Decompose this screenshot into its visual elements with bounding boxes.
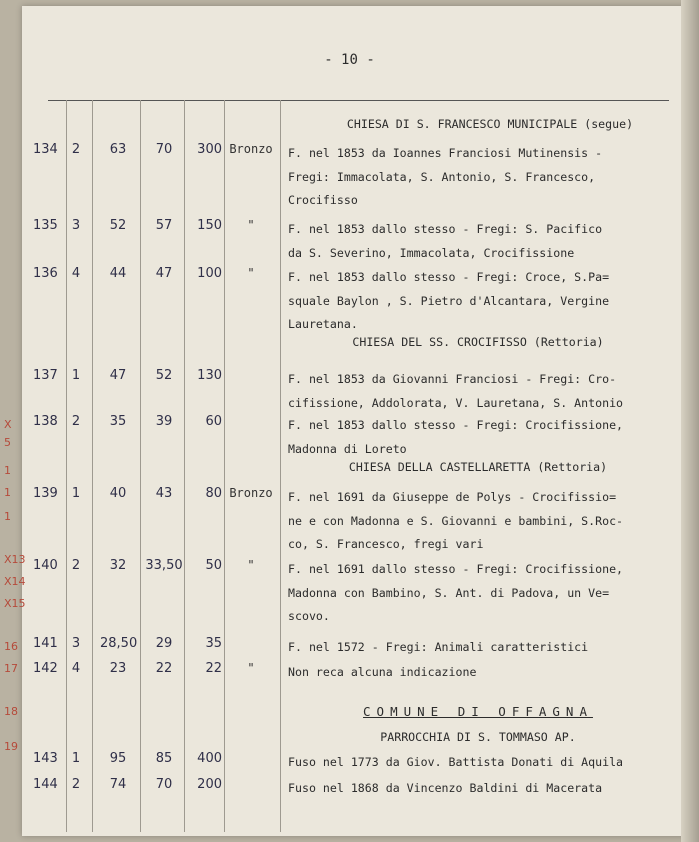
entry-dimension-a: 40	[109, 486, 127, 501]
entry-weight: 200	[197, 777, 222, 792]
entry-dimension-a: 95	[109, 751, 127, 766]
entry-description: Non reca alcuna indicazione	[288, 665, 477, 679]
entry-dimension-b: 70	[155, 777, 173, 792]
column-divider	[66, 100, 67, 832]
entry-order: 1	[71, 751, 81, 766]
column-divider	[224, 100, 225, 832]
entry-description: F. nel 1572 - Fregi: Animali caratteristici	[288, 640, 589, 654]
table-row	[0, 414, 699, 456]
comune-heading: COMUNE DI OFFAGNA	[363, 704, 593, 719]
margin-annotation: 1	[4, 464, 11, 477]
entry-weight: 130	[197, 368, 222, 383]
entry-weight: 80	[205, 486, 222, 501]
entry-weight: 100	[197, 266, 222, 281]
entry-order: 1	[71, 486, 81, 501]
entry-description: F. nel 1853 da Ioannes Franciosi Mutinensis - Fregi: Immacolata, S. Antonio, S. Francesco, Crocifisso	[288, 146, 603, 207]
table-row	[0, 777, 699, 799]
entry-order: 2	[71, 558, 81, 573]
entry-dimension-a: 52	[109, 218, 127, 233]
entry-description: F. nel 1853 dallo stesso - Fregi: Crocifissione, Madonna di Loreto	[288, 418, 624, 456]
column-divider	[184, 100, 185, 832]
entry-dimension-a: 47	[109, 368, 127, 383]
entry-dimension-a: 44	[109, 266, 127, 281]
entry-number: 141	[33, 636, 58, 651]
entry-number: 140	[33, 558, 58, 573]
entry-order: 4	[71, 661, 81, 676]
entry-description: F. nel 1853 da Giovanni Franciosi - Fregi: Cro- cifissione, Addolorata, V. Lauretana, S. Antonio	[288, 372, 624, 410]
entry-description: F. nel 1853 dallo stesso - Fregi: Croce, S.Pa= squale Baylon , S. Pietro d'Alcantara, Vergine Lauretana.	[288, 270, 610, 331]
margin-annotation: 19	[4, 740, 18, 753]
entry-dimension-a: 32	[109, 558, 127, 573]
entry-weight: 35	[205, 636, 222, 651]
entry-weight: 400	[197, 751, 222, 766]
margin-annotation: X	[4, 418, 12, 431]
header-rule	[48, 100, 669, 101]
entry-dimension-b: 39	[155, 414, 173, 429]
table-row	[0, 486, 699, 551]
entry-material: "	[247, 661, 255, 675]
margin-annotation: X14	[4, 575, 26, 588]
entry-description: Fuso nel 1773 da Giov. Battista Donati di Aquila	[288, 755, 624, 769]
entry-material: Bronzo	[229, 142, 273, 156]
entry-description: F. nel 1691 da Giuseppe de Polys - Crocifissio= ne e con Madonna e S. Giovanni e bambini, S.Roc- co, S. Francesco, fregi vari	[288, 490, 624, 551]
entry-dimension-a: 28,50	[100, 636, 138, 651]
entry-order: 3	[71, 218, 81, 233]
section-heading: PARROCCHIA DI S. TOMMASO AP.	[380, 730, 576, 744]
margin-annotation: 1	[4, 510, 11, 523]
entry-description: Fuso nel 1868 da Vincenzo Baldini di Macerata	[288, 781, 603, 795]
table-row	[0, 636, 699, 658]
section-heading: CHIESA DELLA CASTELLARETTA (Rettoria)	[348, 460, 608, 474]
entry-dimension-a: 35	[109, 414, 127, 429]
column-divider	[280, 100, 281, 832]
entry-dimension-b: 85	[155, 751, 173, 766]
table-row	[0, 218, 699, 260]
section-heading: CHIESA DI S. FRANCESCO MUNICIPALE (segue)	[346, 117, 634, 131]
table-row	[0, 142, 699, 207]
table-row	[0, 368, 699, 410]
entry-number: 134	[33, 142, 58, 157]
margin-annotation: X13	[4, 553, 26, 566]
entry-description: F. nel 1691 dallo stesso - Fregi: Crocifissione, Madonna con Bambino, S. Ant. di Padova, un Ve= scovo.	[288, 562, 624, 623]
entry-order: 2	[71, 777, 81, 792]
entry-dimension-b: 22	[155, 661, 173, 676]
entry-number: 137	[33, 368, 58, 383]
margin-annotation: 16	[4, 640, 18, 653]
table-row	[0, 751, 699, 773]
margin-annotation: 18	[4, 705, 18, 718]
entry-weight: 60	[205, 414, 222, 429]
entry-order: 1	[71, 368, 81, 383]
entry-dimension-a: 63	[109, 142, 127, 157]
entry-number: 136	[33, 266, 58, 281]
margin-annotation: 1	[4, 486, 11, 499]
entry-order: 3	[71, 636, 81, 651]
entry-weight: 150	[197, 218, 222, 233]
entry-dimension-b: 29	[155, 636, 173, 651]
entry-material: "	[247, 266, 255, 280]
entry-dimension-b: 43	[155, 486, 173, 501]
entry-dimension-b: 52	[155, 368, 173, 383]
column-divider	[92, 100, 93, 832]
margin-annotation: X15	[4, 597, 26, 610]
entry-material: "	[247, 558, 255, 572]
entry-dimension-a: 74	[109, 777, 127, 792]
entry-number: 138	[33, 414, 58, 429]
column-divider	[140, 100, 141, 832]
margin-annotation: 5	[4, 436, 11, 449]
entry-number: 144	[33, 777, 58, 792]
table-row	[0, 661, 699, 683]
entry-material: Bronzo	[229, 486, 273, 500]
entry-dimension-b: 57	[155, 218, 173, 233]
entry-order: 4	[71, 266, 81, 281]
entry-description: F. nel 1853 dallo stesso - Fregi: S. Pacifico da S. Severino, Immacolata, Crocifissione	[288, 222, 603, 260]
entry-order: 2	[71, 142, 81, 157]
entry-order: 2	[71, 414, 81, 429]
entry-number: 143	[33, 751, 58, 766]
entry-weight: 50	[205, 558, 222, 573]
table-row	[0, 266, 699, 331]
entry-dimension-b: 47	[155, 266, 173, 281]
margin-annotation: 17	[4, 662, 18, 675]
entry-weight: 300	[197, 142, 222, 157]
entry-number: 142	[33, 661, 58, 676]
entry-dimension-a: 23	[109, 661, 127, 676]
entry-number: 135	[33, 218, 58, 233]
entry-dimension-b: 33,50	[145, 558, 183, 573]
entry-material: "	[247, 218, 255, 232]
page-number: - 10 -	[324, 52, 375, 68]
entry-weight: 22	[205, 661, 222, 676]
entry-number: 139	[33, 486, 58, 501]
entry-dimension-b: 70	[155, 142, 173, 157]
section-heading: CHIESA DEL SS. CROCIFISSO (Rettoria)	[352, 335, 604, 349]
